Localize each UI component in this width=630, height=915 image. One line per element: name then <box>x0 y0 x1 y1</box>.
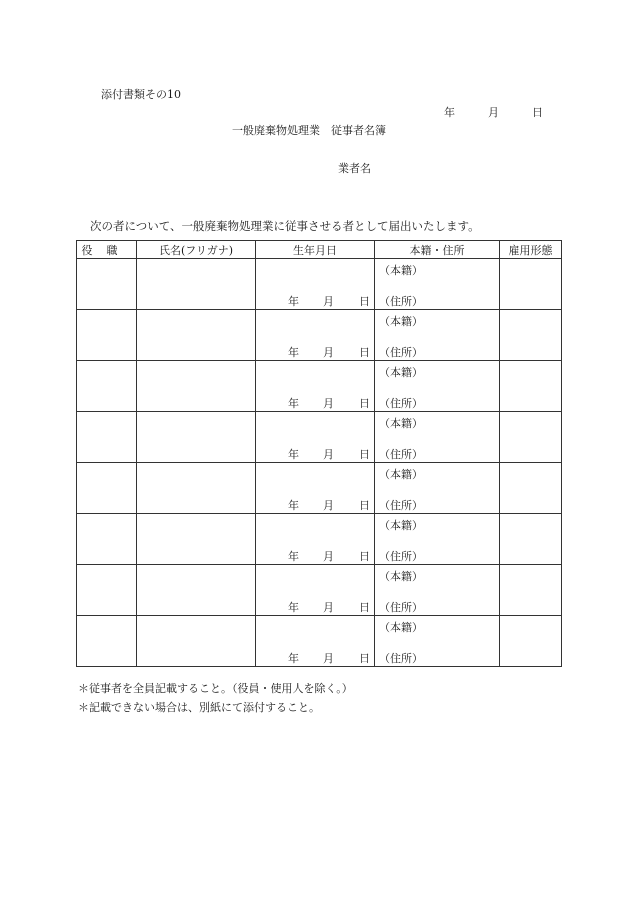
jusho-label: （住所） <box>379 295 423 308</box>
worker-roster-table <box>76 240 562 667</box>
address-cell[interactable] <box>375 259 500 310</box>
dob-day-label: 日 <box>359 346 370 359</box>
honseki-label: （本籍） <box>379 366 423 379</box>
name-cell[interactable] <box>137 310 256 361</box>
dob-year-label: 年 <box>288 346 299 359</box>
dob-cell[interactable] <box>256 514 375 565</box>
position-cell[interactable] <box>77 616 137 667</box>
document-title: 一般廃棄物処理業 従事者名簿 <box>232 124 386 137</box>
table-row <box>77 616 562 667</box>
jusho-label: （住所） <box>379 652 423 665</box>
honseki-label: （本籍） <box>379 315 423 328</box>
name-cell[interactable] <box>137 565 256 616</box>
note-line: ＊記載できない場合は、別紙にて添付すること。 <box>78 701 320 714</box>
jusho-label: （住所） <box>379 601 423 614</box>
position-cell[interactable] <box>77 259 137 310</box>
employment-cell[interactable] <box>500 616 562 667</box>
employment-cell[interactable] <box>500 412 562 463</box>
dob-day-label: 日 <box>359 601 370 614</box>
name-cell[interactable] <box>137 514 256 565</box>
name-cell[interactable] <box>137 463 256 514</box>
dob-year-label: 年 <box>288 652 299 665</box>
address-cell[interactable] <box>375 565 500 616</box>
jusho-label: （住所） <box>379 550 423 563</box>
dob-cell[interactable] <box>256 616 375 667</box>
name-cell[interactable] <box>137 412 256 463</box>
header-dob: 生年月日 <box>256 241 375 259</box>
name-cell[interactable] <box>137 361 256 412</box>
header-position: 役職 <box>77 241 137 259</box>
dob-month-label: 月 <box>323 295 334 308</box>
table-row <box>77 310 562 361</box>
position-cell[interactable] <box>77 361 137 412</box>
dob-day-label: 日 <box>359 448 370 461</box>
table-row <box>77 361 562 412</box>
dob-month-label: 月 <box>323 550 334 563</box>
dob-month-label: 月 <box>323 499 334 512</box>
honseki-label: （本籍） <box>379 519 423 532</box>
dob-cell[interactable] <box>256 259 375 310</box>
company-name-label: 業者名 <box>338 162 371 175</box>
address-cell[interactable] <box>375 463 500 514</box>
dob-year-label: 年 <box>288 601 299 614</box>
employment-cell[interactable] <box>500 565 562 616</box>
dob-year-label: 年 <box>288 295 299 308</box>
name-cell[interactable] <box>137 616 256 667</box>
honseki-label: （本籍） <box>379 468 423 481</box>
dob-year-label: 年 <box>288 550 299 563</box>
date-month-label: 月 <box>488 106 499 119</box>
honseki-label: （本籍） <box>379 570 423 583</box>
dob-day-label: 日 <box>359 499 370 512</box>
name-cell[interactable] <box>137 259 256 310</box>
dob-day-label: 日 <box>359 550 370 563</box>
dob-cell[interactable] <box>256 412 375 463</box>
dob-cell[interactable] <box>256 463 375 514</box>
honseki-label: （本籍） <box>379 621 423 634</box>
dob-month-label: 月 <box>323 652 334 665</box>
address-cell[interactable] <box>375 310 500 361</box>
dob-month-label: 月 <box>323 346 334 359</box>
employment-cell[interactable] <box>500 463 562 514</box>
dob-month-label: 月 <box>323 397 334 410</box>
header-name: 氏名(フリガナ) <box>137 241 256 259</box>
position-cell[interactable] <box>77 514 137 565</box>
date-year-label: 年 <box>444 106 455 119</box>
dob-year-label: 年 <box>288 499 299 512</box>
note-line: ＊従事者を全員記載すること。（役員・使用人を除く。） <box>78 682 353 695</box>
dob-year-label: 年 <box>288 448 299 461</box>
dob-month-label: 月 <box>323 601 334 614</box>
dob-day-label: 日 <box>359 397 370 410</box>
attachment-label: 添付書類その10 <box>101 88 181 101</box>
date-header <box>444 104 543 120</box>
roster-body <box>77 259 562 667</box>
position-cell[interactable] <box>77 412 137 463</box>
table-row <box>77 514 562 565</box>
address-cell[interactable] <box>375 361 500 412</box>
employment-cell[interactable] <box>500 310 562 361</box>
table-row <box>77 259 562 310</box>
table-row <box>77 565 562 616</box>
address-cell[interactable] <box>375 616 500 667</box>
position-cell[interactable] <box>77 310 137 361</box>
intro-statement: 次の者について、一般廃棄物処理業に従事させる者として届出いたします。 <box>90 219 480 233</box>
address-cell[interactable] <box>375 514 500 565</box>
jusho-label: （住所） <box>379 499 423 512</box>
dob-day-label: 日 <box>359 652 370 665</box>
jusho-label: （住所） <box>379 448 423 461</box>
dob-year-label: 年 <box>288 397 299 410</box>
jusho-label: （住所） <box>379 346 423 359</box>
employment-cell[interactable] <box>500 361 562 412</box>
table-row <box>77 463 562 514</box>
dob-month-label: 月 <box>323 448 334 461</box>
honseki-label: （本籍） <box>379 417 423 430</box>
dob-cell[interactable] <box>256 361 375 412</box>
dob-day-label: 日 <box>359 295 370 308</box>
dob-cell[interactable] <box>256 565 375 616</box>
employment-cell[interactable] <box>500 259 562 310</box>
date-day-label: 日 <box>532 106 543 119</box>
employment-cell[interactable] <box>500 514 562 565</box>
table-row <box>77 412 562 463</box>
dob-cell[interactable] <box>256 310 375 361</box>
table-header-row <box>77 241 562 259</box>
address-cell[interactable] <box>375 412 500 463</box>
notes <box>78 679 353 717</box>
honseki-label: （本籍） <box>379 264 423 277</box>
position-cell[interactable] <box>77 463 137 514</box>
header-address: 本籍・住所 <box>375 241 500 259</box>
jusho-label: （住所） <box>379 397 423 410</box>
header-employment: 雇用形態 <box>500 241 562 259</box>
position-cell[interactable] <box>77 565 137 616</box>
